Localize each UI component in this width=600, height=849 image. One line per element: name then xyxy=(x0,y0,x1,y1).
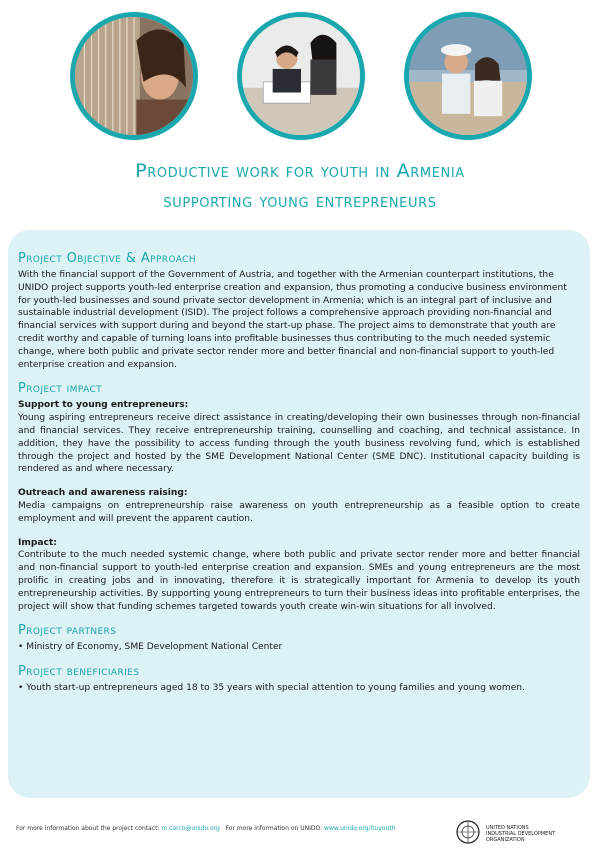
partners-heading: Project partners xyxy=(18,623,117,639)
content xyxy=(18,250,580,704)
title-line-1: Productive work for youth in Armenia xyxy=(135,160,465,182)
partners-item: • Ministry of Economy, SME Development National Center xyxy=(18,642,283,653)
support-subheading: Support to young entrepreneurs: xyxy=(18,400,189,411)
support-text: Young aspiring entrepreneurs receive direct assistance in creating/developing their own businesses through non-financial and financial services. They receive entrepreneurship training, counselling and coaching, and technical assistance. In addition, they have the possibility to access funding through the youth business revolving fund, which is established through the project and hosted by the SME Development National Center (SME DNC). Institutional capacity building is rendered as and where necessary. xyxy=(18,413,580,475)
partners-section xyxy=(18,622,580,654)
footer-text xyxy=(16,825,396,832)
beneficiaries-item: • Youth start-up entrepreneurs aged 18 to 35 years with special attention to young families and young women. xyxy=(18,683,525,694)
weaving-image xyxy=(75,17,193,135)
unido-emblem-icon xyxy=(456,820,480,844)
photo-weaving xyxy=(70,12,198,140)
outreach-block xyxy=(18,487,580,525)
outreach-text: Media campaigns on entrepreneurship raise awareness on youth entrepreneurship as a feasible option to create employment and will prevent the apparent caution. xyxy=(18,500,580,524)
beneficiaries-section xyxy=(18,663,580,695)
young-women-image xyxy=(409,17,527,135)
photo-young-women xyxy=(404,12,532,140)
contact-email-link[interactable]: m.carco@unido.org xyxy=(161,825,220,832)
outreach-subheading: Outreach and awareness raising: xyxy=(18,488,188,499)
unido-label: For more information on UNIDO: xyxy=(225,825,323,832)
objective-section xyxy=(18,250,580,371)
impact-text: Contribute to the much needed systemic change, where both public and private sector render more and better financial and non-financial support to youth-led enterprise creation and expansion. SMEs and young entrepreneurs are the most prolific in creating jobs and in innovating, therefore it is strategically important for Armenia to develop its youth entrepreneurship activities. By supporting young entrepreneurs to turn their business ideas into profitable enterprises, the project will show that funding schemes targeted towards youth create win-win situations for all involved. xyxy=(18,550,580,612)
page-title xyxy=(0,156,600,216)
beneficiaries-heading: Project beneficiaries xyxy=(18,664,140,680)
photo-strip xyxy=(0,12,600,142)
org-line-2: INDUSTRIAL DEVELOPMENT ORGANIZATION xyxy=(486,831,556,843)
objective-text: With the financial support of the Government of Austria, and together with the Armenian counterpart institutions, the UNIDO project supports youth-led enterprise creation and expansion, thus promoting a conducive business environment for youth-led businesses and sound private sector development in Armenia; which is an integral part of inclusive and sustainable industrial development (ISID). The project follows a comprehensive approach providing non-financial and financial services with support during and beyond the start-up phase. The project aims to demonstrate that youth are credit worthy and capable of turning loans into profitable businesses thus contributing to the much needed systemic change, where both public and private sector render more and better financial and non-financial support to youth-led enterprise creation and expansion. xyxy=(18,270,567,370)
impact-subheading: Impact: xyxy=(18,537,57,548)
photo-office xyxy=(237,12,365,140)
title-line-2: supporting young entrepreneurs xyxy=(163,190,437,212)
impact-section xyxy=(18,380,580,613)
org-name xyxy=(486,825,590,843)
support-block xyxy=(18,399,580,476)
objective-heading: Project Objective & Approach xyxy=(18,251,197,266)
org-line-1: UNITED NATIONS xyxy=(486,825,529,831)
office-image xyxy=(242,17,360,135)
footer xyxy=(16,820,590,842)
unido-url-link[interactable]: www.unido.org/ituyouth xyxy=(324,825,396,832)
impact-block xyxy=(18,537,580,614)
contact-label: For more information about the project contact: xyxy=(16,825,160,832)
impact-heading: Project impact xyxy=(18,381,103,397)
